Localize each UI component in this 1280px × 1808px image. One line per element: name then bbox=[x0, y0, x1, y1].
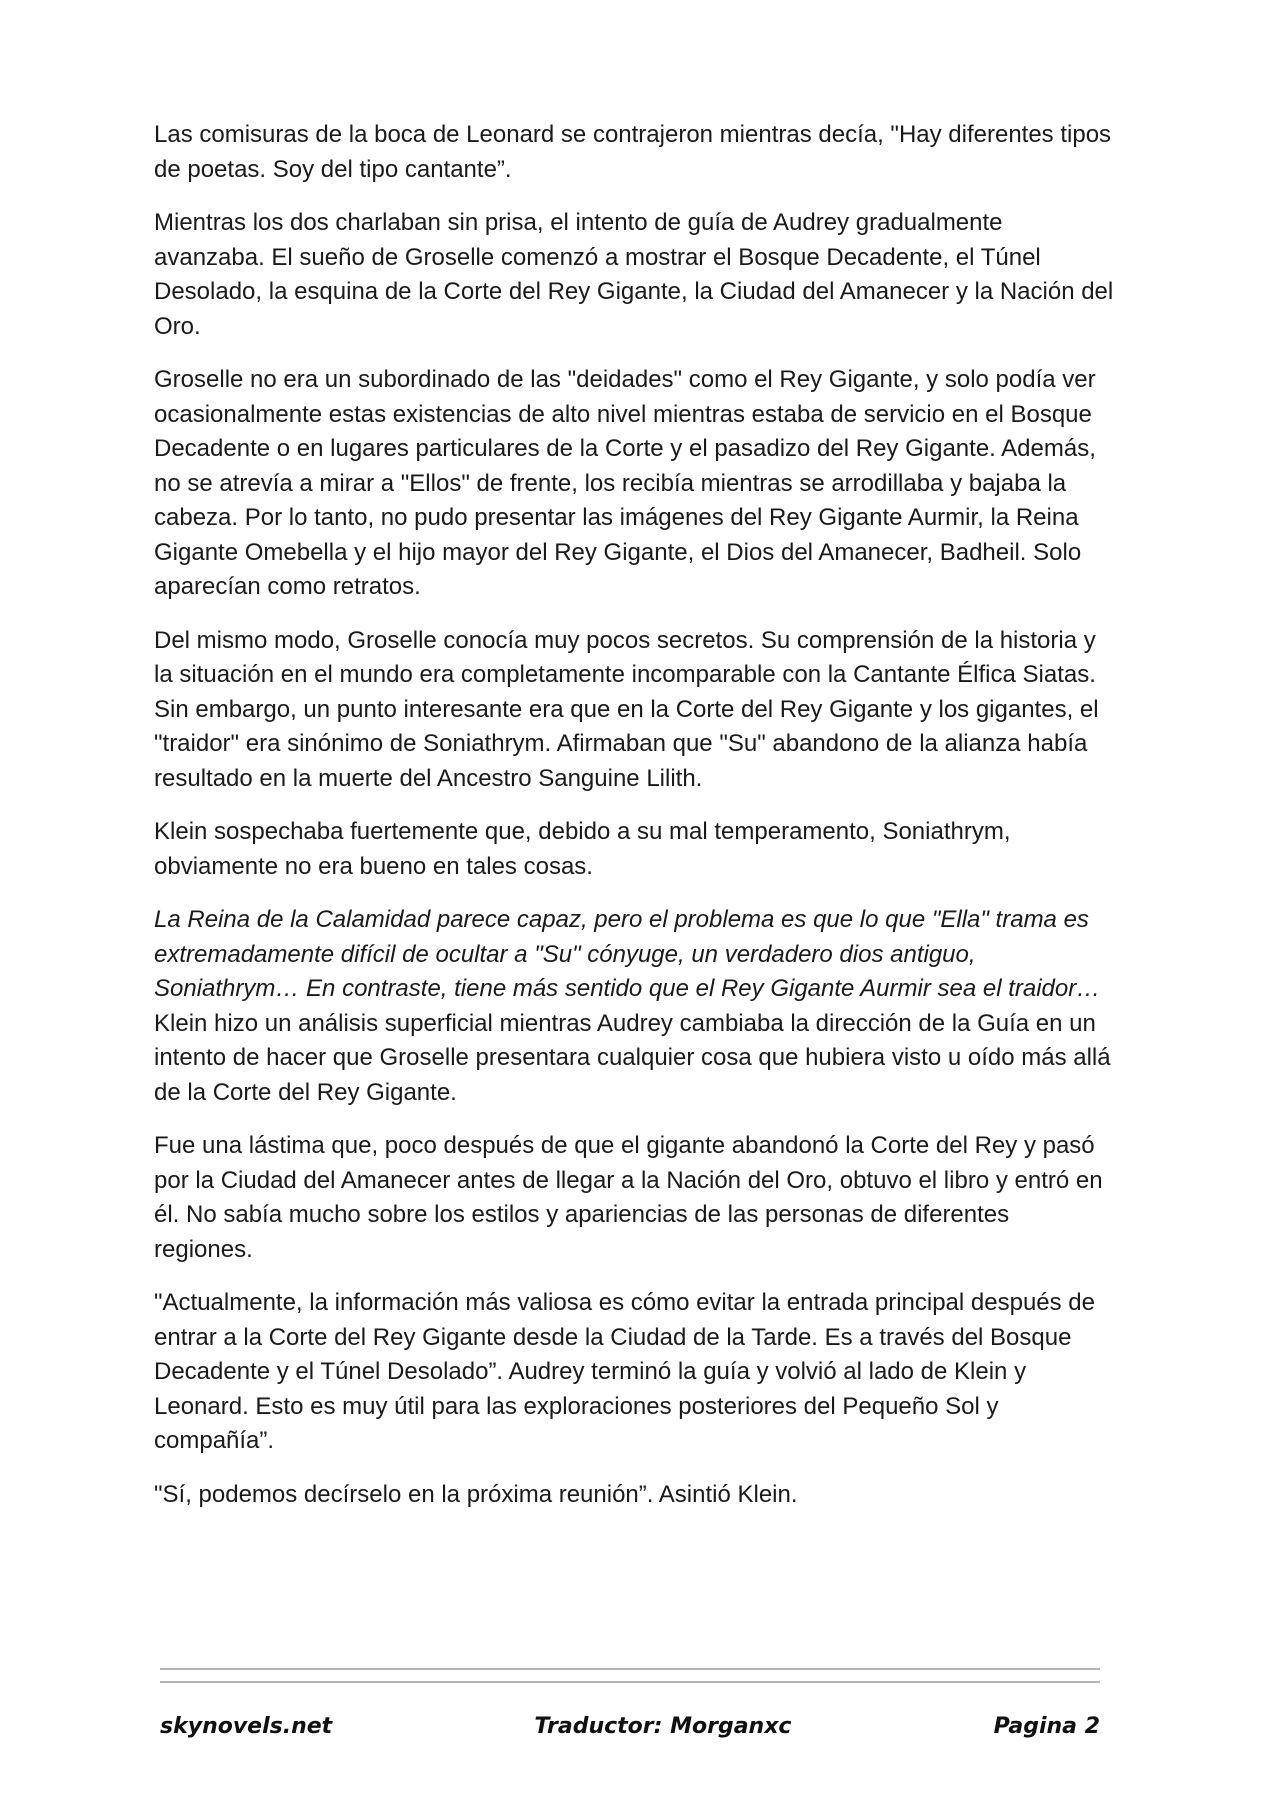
paragraph: "Sí, podemos decírselo en la próxima reunión”. Asintió Klein. bbox=[154, 1480, 798, 1508]
footer-divider bbox=[160, 1668, 1100, 1694]
footer-divider-line bbox=[160, 1681, 1100, 1683]
paragraph bbox=[154, 903, 1114, 1110]
footer-translator: Traductor: Morganxc bbox=[534, 1714, 792, 1739]
paragraph: Las comisuras de la boca de Leonard se contrajeron mientras decía, "Hay diferentes tipos de poetas. Soy del tipo cantante”. bbox=[154, 121, 1112, 183]
paragraph: "Actualmente, la información más valiosa es cómo evitar la entrada principal después de entrar a la Corte del Rey Gigante desde la Ciudad de la Tarde. Es a través del Bosque Decadente y el Túnel Desolado”. Audrey terminó la guía y volvió al lado de Klein y Leonard. Esto es muy útil para las exploraciones posteriores del Pequeño Sol y compañía”. bbox=[154, 1289, 1096, 1454]
inner-thought-text: La Reina de la Calamidad parece capaz, pero el problema es que lo que "Ella" trama es extremadamente difícil de ocultar a "Su" cónyuge, un verdadero dios antiguo, Soniathrym… En contraste, tiene más sentido que el Rey Gigante Aurmir sea el traidor… bbox=[154, 906, 1101, 1002]
paragraph: Groselle no era un subordinado de las "deidades" como el Rey Gigante, y solo podía ver ocasionalmente estas existencias de alto nivel mientras estaba de servicio en el Bosque Decadente o en lugares particulares de la Corte y el pasadizo del Rey Gigante. Además, no se atrevía a mirar a "Ellos" de frente, los recibía mientras se arrodillaba y bajaba la cabeza. Por lo tanto, no pudo presentar las imágenes del Rey Gigante Aurmir, la Reina Gigante Omebella y el hijo mayor del Rey Gigante, el Dios del Amanecer, Badheil. Solo aparecían como retratos. bbox=[154, 366, 1096, 600]
narration-text: Klein hizo un análisis superficial mientras Audrey cambiaba la dirección de la Guía en un intento de hacer que Groselle presentara cualquier cosa que hubiera visto u oído más allá de la Corte del Rey Gigante. bbox=[154, 1009, 1111, 1106]
paragraph: Mientras los dos charlaban sin prisa, el intento de guía de Audrey gradualmente avanzaba. El sueño de Groselle comenzó a mostrar el Bosque Decadente, el Túnel Desolado, la esquina de la Corte del Rey Gigante, la Ciudad del Amanecer y la Nación del Oro. bbox=[154, 209, 1114, 340]
page-body bbox=[154, 118, 1114, 1531]
paragraph: Del mismo modo, Groselle conocía muy pocos secretos. Su comprensión de la historia y la situación en el mundo era completamente incomparable con la Cantante Élfica Siatas. Sin embargo, un punto interesante era que en la Corte del Rey Gigante y los gigantes, el "traidor" era sinónimo de Soniathrym. Afirmaban que "Su" abandono de la alianza había resultado en la muerte del Ancestro Sanguine Lilith. bbox=[154, 626, 1099, 792]
footer-page-number: Pagina 2 bbox=[993, 1714, 1100, 1739]
footer-divider-line bbox=[160, 1668, 1100, 1670]
paragraph: Fue una lástima que, poco después de que el gigante abandonó la Corte del Rey y pasó por la Ciudad del Amanecer antes de llegar a la Nación del Oro, obtuvo el libro y entró en él. No sabía mucho sobre los estilos y apariencias de las personas de diferentes regiones. bbox=[154, 1132, 1103, 1263]
page-footer bbox=[160, 1714, 1100, 1739]
footer-site: skynovels.net bbox=[160, 1714, 333, 1739]
paragraph: Klein sospechaba fuertemente que, debido a su mal temperamento, Soniathrym, obviamente no era bueno en tales cosas. bbox=[154, 818, 1011, 880]
